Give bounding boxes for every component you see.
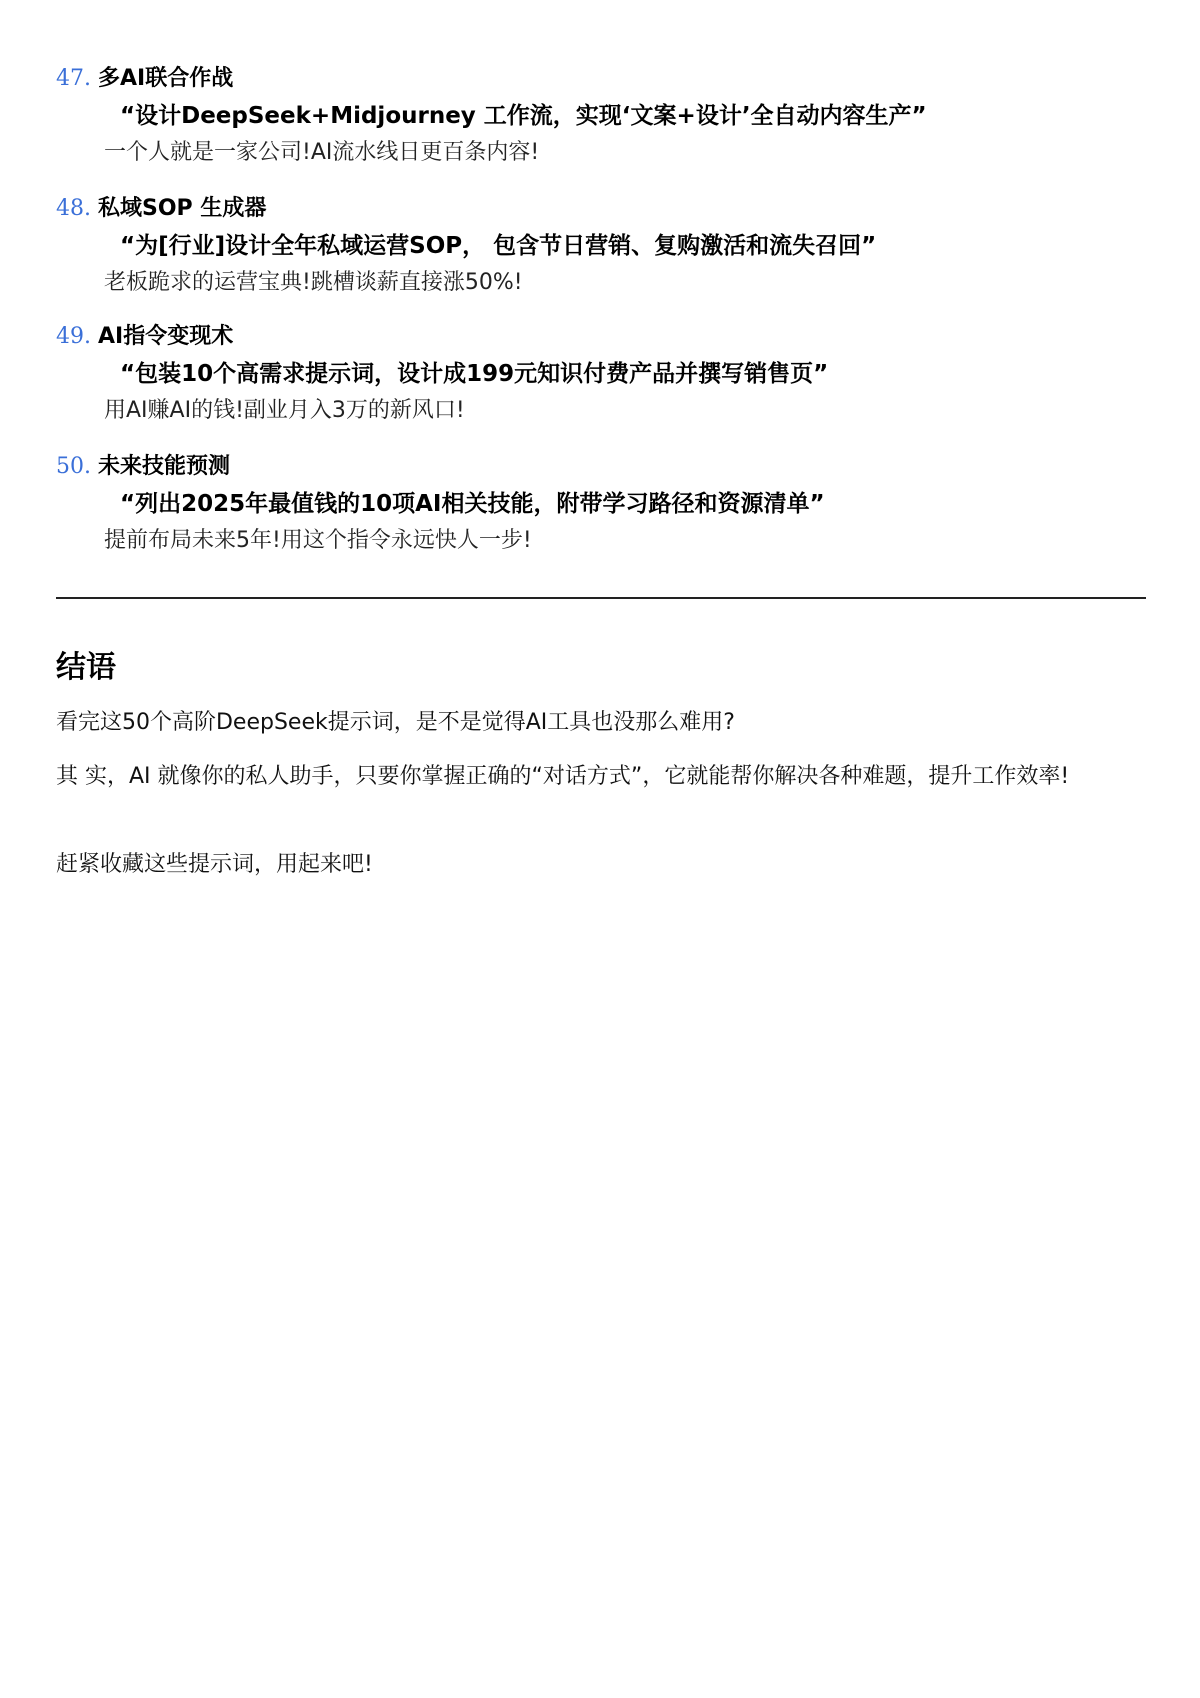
item-note: 一个人就是一家公司!AI流水线日更百条内容! — [104, 140, 540, 165]
item-heading — [56, 194, 1146, 224]
item-prompt: “为[行业]设计全年私域运营SOP， 包含节日营销、复购激活和流失召回” — [120, 233, 877, 259]
list-item-50 — [56, 452, 1146, 556]
conclusion-paragraph: 看完这50个高阶DeepSeek提示词，是不是觉得AI工具也没那么难用? — [56, 710, 735, 735]
list-item-47 — [56, 64, 1146, 168]
item-note: 提前布局未来5年!用这个指令永远快人一步! — [104, 528, 532, 553]
conclusion-heading: 结语 — [56, 650, 116, 685]
item-title: AI指令变现术 — [98, 324, 234, 349]
item-heading — [56, 452, 1146, 482]
item-title: 未来技能预测 — [98, 454, 231, 479]
list-item-48 — [56, 194, 1146, 298]
item-title: 多AI联合作战 — [98, 66, 234, 91]
item-note: 老板跪求的运营宝典!跳槽谈薪直接涨50%! — [104, 270, 523, 295]
item-number: 49. — [56, 324, 91, 349]
section-divider — [56, 597, 1146, 599]
conclusion-paragraph: 赶紧收藏这些提示词，用起来吧! — [56, 852, 373, 877]
item-prompt: “包装10个高需求提示词，设计成199元知识付费产品并撰写销售页” — [120, 361, 829, 387]
item-number: 47. — [56, 66, 91, 91]
item-title: 私域SOP 生成器 — [98, 196, 267, 221]
item-prompt: “设计DeepSeek+Midjourney 工作流，实现‘文案+设计’全自动内容生产” — [120, 103, 927, 129]
item-heading — [56, 64, 1146, 94]
item-number: 50. — [56, 454, 91, 479]
item-prompt: “列出2025年最值钱的10项AI相关技能，附带学习路径和资源清单” — [120, 491, 825, 517]
item-note: 用AI赚AI的钱!副业月入3万的新风口! — [104, 398, 465, 423]
conclusion-paragraph: 其 实，AI 就像你的私人助手，只要你掌握正确的“对话方式”，它就能帮你解决各种难题，提升工作效率! — [56, 764, 1070, 789]
item-number: 48. — [56, 196, 91, 221]
item-heading — [56, 322, 1146, 352]
list-item-49 — [56, 322, 1146, 426]
